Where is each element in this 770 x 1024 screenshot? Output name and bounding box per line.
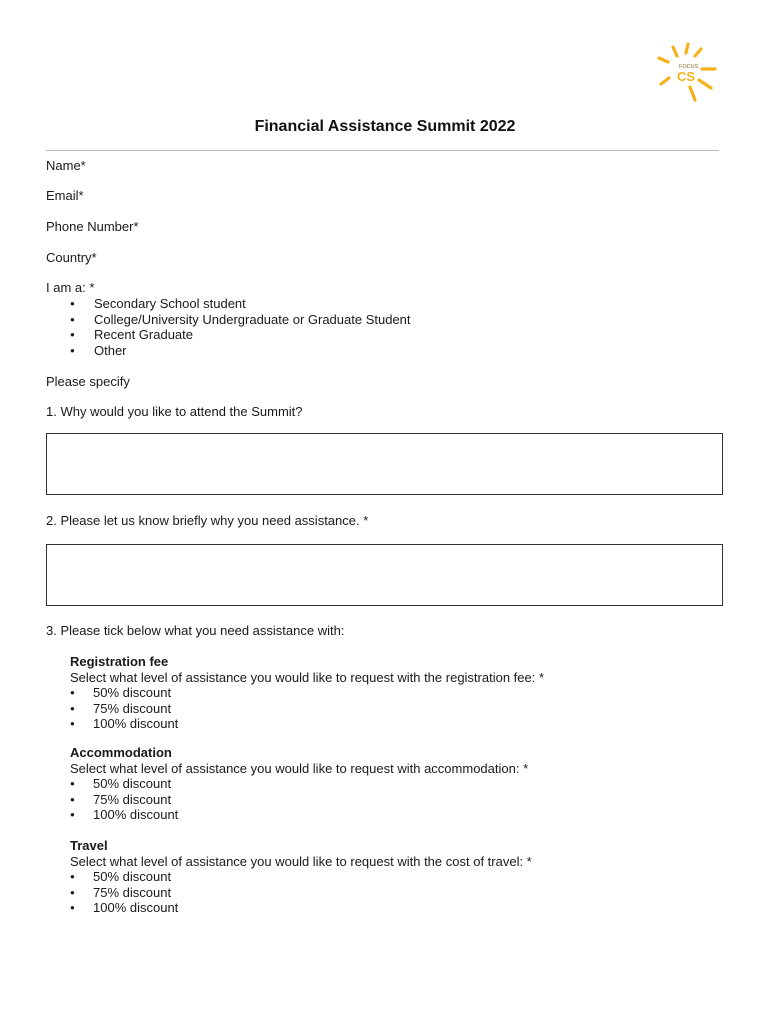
registration-option[interactable]: ● 50% discount xyxy=(70,685,544,701)
logo-small-text: FOCUS xyxy=(679,64,699,70)
iam-option[interactable]: ● College/University Undergraduate or Graduate Student xyxy=(70,312,411,328)
travel-options xyxy=(70,869,532,916)
travel-heading: Travel xyxy=(70,838,108,853)
registration-fee-section xyxy=(70,654,544,732)
iam-option[interactable]: ● Other xyxy=(70,343,411,359)
iam-label: I am a: * xyxy=(46,280,95,295)
iam-option[interactable]: ● Secondary School student xyxy=(70,296,411,312)
question-3: 3. Please tick below what you need assistance with: xyxy=(46,623,345,638)
accommodation-option[interactable]: ● 100% discount xyxy=(70,807,528,823)
title-divider xyxy=(46,150,719,151)
accommodation-heading: Accommodation xyxy=(70,745,172,760)
iam-options-list xyxy=(70,296,411,358)
page-title: Financial Assistance Summit 2022 xyxy=(254,118,516,135)
registration-option[interactable]: ● 100% discount xyxy=(70,716,544,732)
focus-cs-logo xyxy=(655,42,721,104)
travel-description: Select what level of assistance you would like to request with the cost of travel: * xyxy=(70,853,532,869)
question-2: 2. Please let us know briefly why you need assistance. * xyxy=(46,513,369,528)
question-1-answer-box[interactable] xyxy=(46,433,723,495)
travel-option[interactable]: ● 50% discount xyxy=(70,869,532,885)
logo-big-text: CS xyxy=(677,69,696,84)
phone-field-label: Phone Number* xyxy=(46,219,139,234)
accommodation-section xyxy=(70,745,528,823)
travel-section xyxy=(70,838,532,916)
accommodation-option[interactable]: ● 75% discount xyxy=(70,792,528,808)
name-field-label: Name* xyxy=(46,158,86,173)
travel-option[interactable]: ● 75% discount xyxy=(70,885,532,901)
travel-option[interactable]: ● 100% discount xyxy=(70,900,532,916)
iam-option[interactable]: ● Recent Graduate xyxy=(70,327,411,343)
country-field-label: Country* xyxy=(46,250,97,265)
accommodation-option[interactable]: ● 50% discount xyxy=(70,776,528,792)
registration-fee-heading: Registration fee xyxy=(70,654,169,669)
accommodation-description: Select what level of assistance you would like to request with accommodation: * xyxy=(70,760,529,776)
accommodation-options xyxy=(70,776,528,823)
email-field-label: Email* xyxy=(46,188,84,203)
question-1: 1. Why would you like to attend the Summit? xyxy=(46,404,303,419)
question-2-answer-box[interactable] xyxy=(46,544,723,606)
registration-fee-options xyxy=(70,685,544,732)
please-specify-label: Please specify xyxy=(46,374,130,389)
registration-fee-description: Select what level of assistance you would like to request with the registration fee: * xyxy=(70,669,545,685)
registration-option[interactable]: ● 75% discount xyxy=(70,701,544,717)
